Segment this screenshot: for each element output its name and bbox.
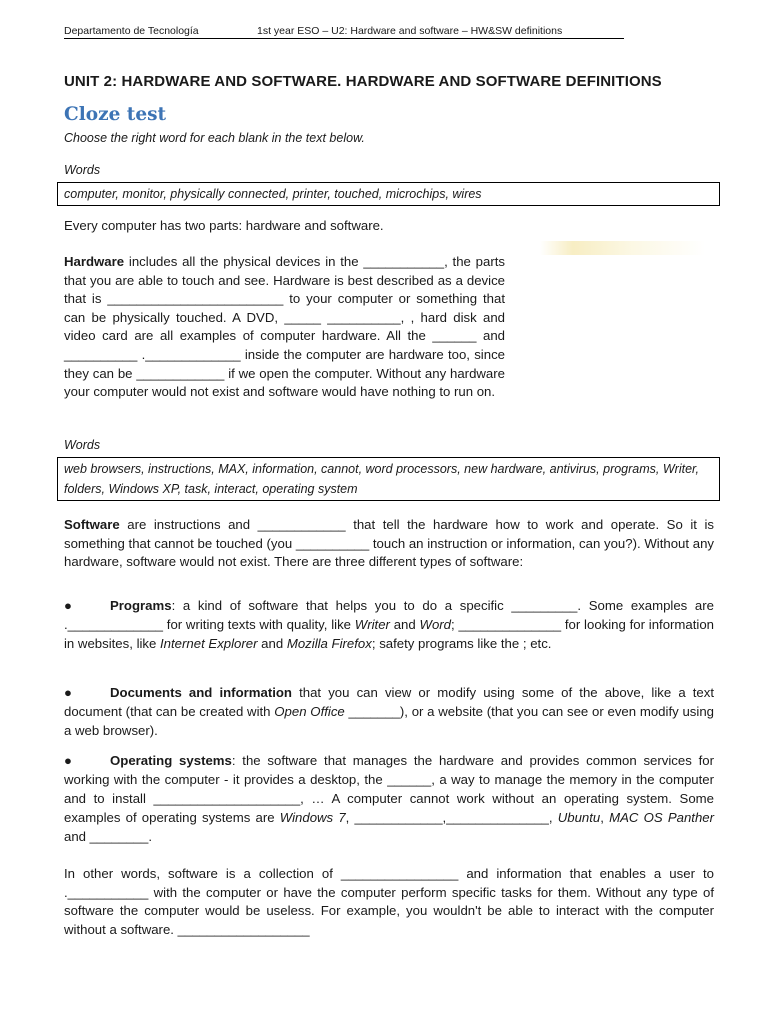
programs-ie: Internet Explorer [160, 636, 258, 651]
hardware-paragraph [64, 253, 505, 402]
programs-term: Programs [110, 598, 172, 613]
os-text-b: , ____________,______________, [345, 810, 558, 825]
programs-word: Word [419, 617, 452, 632]
documents-text-a: that you can view or modify using some of the above, like a text document (that can be created with [64, 685, 715, 719]
documents-openoffice: Open Office [274, 704, 345, 719]
bullet-dot: ● [64, 685, 72, 700]
programs-text-a: : a kind of software that helps you to do a specific _________. Some examples are ._____________ for writing texts with quality, like [64, 598, 714, 632]
programs-text-c: ; ______________ for looking for information in websites, like [64, 617, 715, 651]
bullet-dot: ● [64, 753, 72, 768]
words-label-2: Words [64, 438, 101, 452]
os-windows7: Windows 7 [279, 810, 346, 825]
hardware-term: Hardware [64, 254, 125, 269]
bullet-programs [64, 596, 714, 653]
closing-paragraph: In other words, software is a collection of ________________ and information that enables a user to .___________ with the computer or have the computer perform specific tasks for them. Without any type of software the computer would be useless. For example, you wouldn't be able to interact with the computer without a software. __________________ [64, 866, 714, 937]
os-text-a: : the software that manages the hardware and provides common services for working with the computer - it provides a desktop, the ______, a way to manage the memory in the computer and to install ____________________, … A computer cannot work without an operating system. Some examples of operating systems are [64, 753, 715, 825]
page-title: UNIT 2: HARDWARE AND SOFTWARE. HARDWARE AND SOFTWARE DEFINITIONS [64, 73, 662, 90]
bullet-os [64, 751, 714, 846]
documents-text-b: _______), or a website (that you can see or even modify using a web browser). [64, 704, 715, 738]
page-header [64, 25, 624, 39]
programs-text-e: ; safety programs like the ; etc. [371, 636, 552, 651]
intro-paragraph: Every computer has two parts: hardware and software. [64, 218, 384, 233]
software-term: Software [64, 517, 120, 532]
instruction-text: Choose the right word for each blank in the text below. [64, 131, 365, 145]
programs-firefox: Mozilla Firefox [286, 636, 372, 651]
documents-term: Documents and information [110, 685, 292, 700]
hardware-text: includes all the physical devices in the ___________, the parts that you are able to touch and see. Hardware is best described as a device that is ________________________ to your computer or something that can be physically touched. A DVD, _____ __________, , hard disk and video card are all examples of computer hardware. All the ______ and __________ ._____________ inside the computer are hardware too, since they can be ____________ if we open the computer. Without any hardware your computer would not exist and software would have nothing to run on. [64, 254, 505, 400]
header-department: Departamento de Tecnología [64, 25, 199, 37]
os-ubuntu: Ubuntu [557, 810, 601, 825]
os-text-d: and ________. [64, 829, 153, 844]
cloze-heading: Cloze test [64, 104, 167, 125]
programs-text-b: and [389, 617, 420, 632]
faded-image [540, 241, 705, 255]
software-text: are instructions and ____________ that tell the hardware how to work and operate. So it is something that cannot be touched (you __________ touch an instruction or information, can you?). Without any hardware, software would not exist. There are three different types of software: [64, 517, 714, 570]
bullet-documents [64, 683, 714, 740]
programs-writer: Writer [354, 617, 390, 632]
software-paragraph [64, 516, 714, 572]
os-text-c: , [600, 810, 610, 825]
os-macos: MAC OS Panther [609, 810, 715, 825]
bullet-dot: ● [64, 598, 72, 613]
word-bank-2: web browsers, instructions, MAX, information, cannot, word processors, new hardware, antivirus, programs, Writer, folders, Windows XP, task, interact, operating system [57, 457, 720, 501]
words-label-1: Words [64, 163, 101, 177]
word-bank-1: computer, monitor, physically connected, printer, touched, microchips, wires [57, 182, 720, 206]
programs-text-d: and [257, 636, 287, 651]
os-term: Operating systems [110, 753, 232, 768]
header-course: 1st year ESO – U2: Hardware and software – HW&SW definitions [257, 25, 563, 37]
